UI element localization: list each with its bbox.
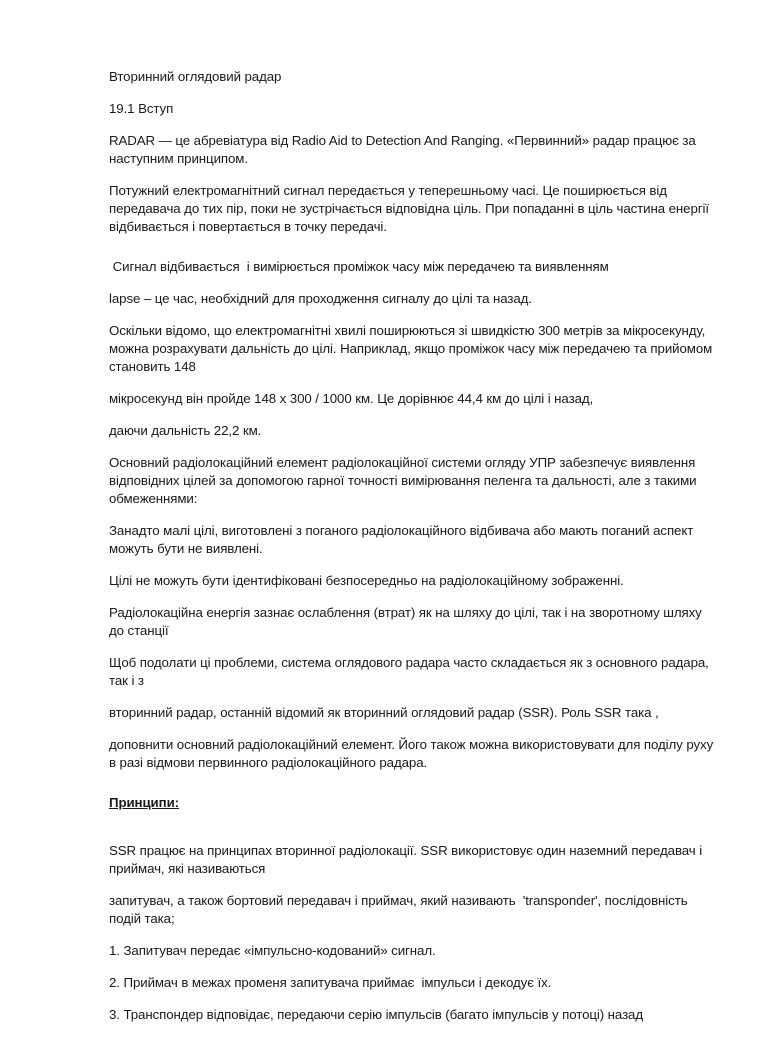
paragraph: Щоб подолати ці проблеми, система оглядового радара часто складається як з основного радара, так і з: [109, 655, 709, 688]
paragraph: даючи дальність 22,2 км.: [109, 423, 262, 438]
paragraph: Занадто малі цілі, виготовлені з поганого радіолокаційного відбивача або мають поганий аспект можуть бути не виявлені.: [109, 523, 694, 556]
paragraph: мікросекунд він пройде 148 x 300 / 1000 км. Це дорівнює 44,4 км до цілі і назад,: [109, 391, 594, 406]
paragraph: вторинний радар, останній відомий як вторинний оглядовий радар (SSR). Роль SSR така ,: [109, 705, 659, 720]
document-title: Вторинний оглядовий радар: [109, 69, 282, 84]
list-item: 1. Запитувач передає «імпульсно-кодований» сигнал.: [109, 943, 436, 958]
paragraph: запитувач, а також бортовий передавач і приймач, який називають 'transponder', послідовність подій така;: [109, 893, 692, 926]
paragraph: lapse – це час, необхідний для проходження сигналу до цілі та назад.: [109, 291, 532, 306]
paragraph: SSR працює на принципах вторинної радіолокації. SSR використовує один наземний передавач і приймач, які називаються: [109, 843, 703, 876]
paragraph: доповнити основний радіолокаційний елемент. Його також можна використовувати для поділу руху в разі відмови первинного радіолокаційного радара.: [109, 737, 714, 770]
list-item: 2. Приймач в межах променя запитувача приймає імпульси і декодує їх.: [109, 975, 552, 990]
paragraph: Цілі не можуть бути ідентифіковані безпосередньо на радіолокаційному зображенні.: [109, 573, 624, 588]
list-item: 3. Транспондер відповідає, передаючи серію імпульсів (багато імпульсів у потоці) назад: [109, 1007, 644, 1022]
paragraph: RADAR — це абревіатура від Radio Aid to Detection And Ranging. «Первинний» радар працює за наступним принципом.: [109, 133, 696, 166]
paragraph: Сигнал відбивається і вимірюється проміжок часу між передачею та виявленням: [109, 259, 609, 274]
principles-heading: Принципи:: [109, 795, 179, 810]
paragraph: Основний радіолокаційний елемент радіолокаційної системи огляду УПР забезпечує виявлення відповідних цілей за допомогою гарної точності вимірювання пеленга та дальності, але з такими обмеженнями:: [109, 455, 697, 506]
paragraph: Потужний електромагнітний сигнал передається у теперешньому часі. Це поширюється від передавача до тих пір, поки не зустрічається відповідна ціль. При попаданні в ціль частина енергії відбивається і повертається в точку передачі.: [109, 183, 709, 234]
paragraph: Радіолокаційна енергія зазнає ослаблення (втрат) як на шляху до цілі, так і на зворотному шляху до станції: [109, 605, 702, 638]
document-body: [109, 68, 719, 1038]
paragraph: Оскільки відомо, що електромагнітні хвилі поширюються зі швидкістю 300 метрів за мікросекунду, можна розрахувати дальність до цілі. Наприклад, якщо проміжок часу між передачею та прийомом становить 148: [109, 323, 713, 374]
section-heading: 19.1 Вступ: [109, 101, 174, 116]
